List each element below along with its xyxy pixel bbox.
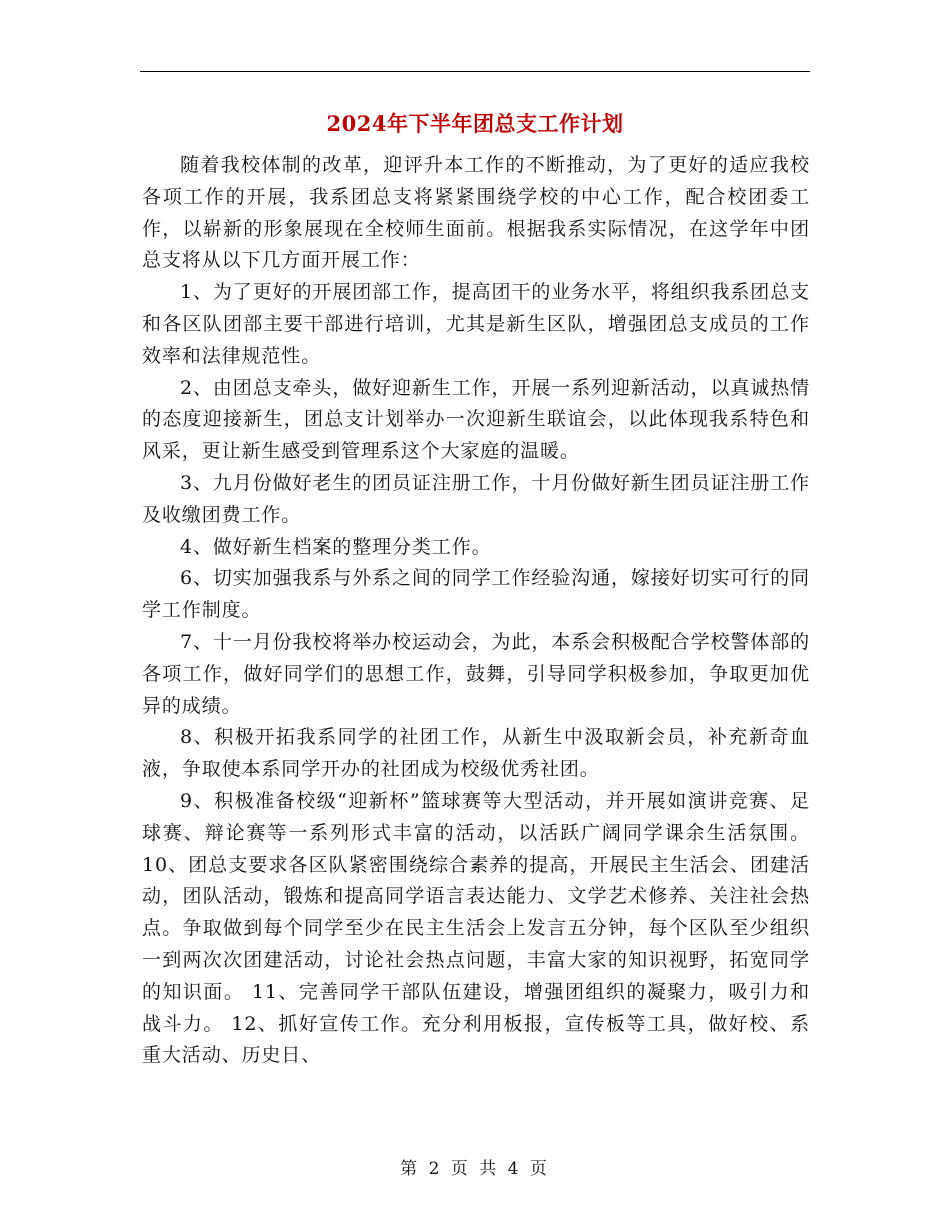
paragraph-item-3: 3、九月份做好老生的团员证注册工作，十月份做好新生团员证注册工作及收缴团费工作。 [142, 471, 810, 526]
paragraph-intro: 随着我校体制的改革，迎评升本工作的不断推动，为了更好的适应我校各项工作的开展，我系团总支将紧紧围绕学校的中心工作，配合校团委工作，以崭新的形象展现在全校师生面前。根据我系实际情况，在这学年中团总支将从以下几方面开展工作： [142, 154, 810, 272]
paragraph-item-9-12: 9、积极准备校级“迎新杯”篮球赛等大型活动，并开展如演讲竞赛、足球赛、辩论赛等一系列形式丰富的活动，以活跃广阔同学课余生活氛围。 10、团总支要求各区队紧密围绕综合素养的提高，开展民主生活会、团建活动，团队活动，锻炼和提高同学语言表达能力、文学艺术修养、关注社会热点。争取做到每个同学至少在民主生活会上发言五分钟，每个区队至少组织一到两次次团建活动，讨论社会热点问题，丰富大家的知识视野，拓宽同学的知识面。 11、完善同学干部队伍建设，增强团组织的凝聚力，吸引力和战斗力。 12、抓好宣传工作。充分利用板报，宣传板等工具，做好校、系重大活动、历史日、 [142, 789, 810, 1067]
header-rule [140, 71, 810, 72]
page-number-footer: 第 2 页 共 4 页 [400, 1159, 550, 1179]
document-title: 2024年下半年团总支工作计划 [326, 111, 624, 136]
document-body [142, 150, 810, 1072]
paragraph-item-6: 6、切实加强我系与外系之间的同学工作经验沟通，嫁接好切实可行的同学工作制度。 [142, 567, 810, 622]
paragraph-item-7: 7、十一月份我校将举办校运动会，为此，本系会积极配合学校警体部的各项工作，做好同学们的思想工作，鼓舞，引导同学积极参加，争取更加优异的成绩。 [142, 630, 810, 717]
paragraph-item-2: 2、由团总支牵头，做好迎新生工作，开展一系列迎新活动，以真诚热情的态度迎接新生，团总支计划举办一次迎新生联谊会，以此体现我系特色和风采，更让新生感受到管理系这个大家庭的温暖。 [142, 376, 810, 463]
paragraph-item-8: 8、积极开拓我系同学的社团工作，从新生中汲取新会员，补充新奇血液，争取使本系同学开办的社团成为校级优秀社团。 [142, 726, 810, 781]
paragraph-item-4: 4、做好新生档案的整理分类工作。 [180, 535, 492, 558]
paragraph-item-1: 1、为了更好的开展团部工作，提高团干的业务水平，将组织我系团总支和各区队团部主要干部进行培训，尤其是新生区队，增强团总支成员的工作效率和法律规范性。 [142, 281, 810, 367]
